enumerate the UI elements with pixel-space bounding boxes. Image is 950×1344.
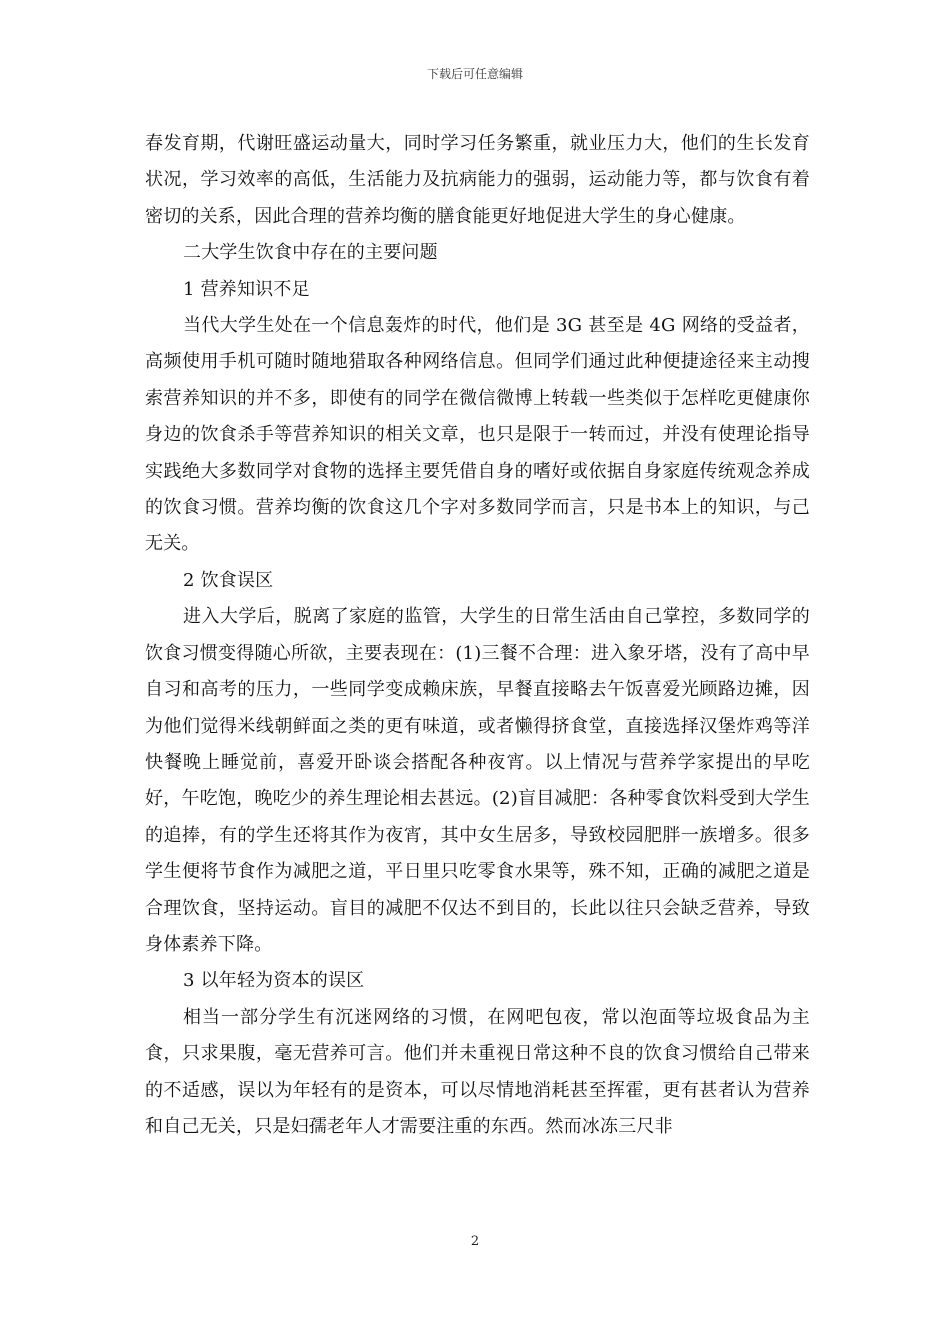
subsection-heading-1: 1 营养知识不足 xyxy=(183,278,310,300)
subsection-heading-3: 3 以年轻为资本的误区 xyxy=(183,970,365,992)
paragraph-nutrition-knowledge: 当代大学生处在一个信息轰炸的时代，他们是 3G 甚至是 4G 网络的受益者，高频使用手机可随时随地猎取各种网络信息。但同学们通过此种便捷途径来主动搜索营养知识的并不多，即使有的同学在微信微博上转载一些类似于怎样吃更健康你身边的饮食杀手等营养知识的相关文章，也只是限于一转而过，并没有使理论指导实践绝大多数同学对食物的选择主要凭借自身的嗜好或依据自身家庭传统观念养成的饮食习惯。营养均衡的饮食这几个字对多数同学而言，只是书本上的知识，与己无关。 xyxy=(145,315,810,555)
paragraph-youth-misconception: 相当一部分学生有沉迷网络的习惯，在网吧包夜，常以泡面等垃圾食品为主食，只求果腹，毫无营养可言。他们并未重视日常这种不良的饮食习惯给自己带来的不适感，误以为年轻有的是资本，可以尽情地消耗甚至挥霍，更有甚者认为营养和自己无关，只是妇孺老年人才需要注重的东西。然而冰冻三尺非 xyxy=(145,1006,810,1137)
subsection-heading-2: 2 饮食误区 xyxy=(183,569,274,591)
page-number: 2 xyxy=(470,1234,480,1249)
section-heading-main: 二大学生饮食中存在的主要问题 xyxy=(183,242,438,264)
paragraph-diet-misconceptions: 进入大学后，脱离了家庭的监管，大学生的日常生活由自己掌控，多数同学的饮食习惯变得随心所欲，主要表现在：(1)三餐不合理：进入象牙塔，没有了高中早自习和高考的压力，一些同学变成赖床族，早餐直接略去午饭喜爱光顾路边摊，因为他们觉得米线朝鲜面之类的更有味道，或者懒得挤食堂，直接选择汉堡炸鸡等洋快餐晚上睡觉前，喜爱开卧谈会搭配各种夜宵。以上情况与营养学家提出的早吃好，午吃饱，晚吃少的养生理论相去甚远。(2)盲目减肥：各种零食饮料受到大学生的追捧，有的学生还将其作为夜宵，其中女生居多，导致校园肥胖一族增多。很多学生便将节食作为减肥之道，平日里只吃零食水果等，殊不知，正确的减肥之道是合理饮食，坚持运动。盲目的减肥不仅达不到目的，长此以往只会缺乏营养，导致身体素养下降。 xyxy=(145,606,810,955)
document-body xyxy=(145,126,810,1145)
page-header: 下载后可任意编辑 xyxy=(426,67,523,81)
paragraph-continued: 春发育期，代谢旺盛运动量大，同时学习任务繁重，就业压力大，他们的生长发育状况，学习效率的高低，生活能力及抗病能力的强弱，运动能力等，都与饮食有着密切的关系，因此合理的营养均衡的膳食能更好地促进大学生的身心健康。 xyxy=(145,133,810,227)
